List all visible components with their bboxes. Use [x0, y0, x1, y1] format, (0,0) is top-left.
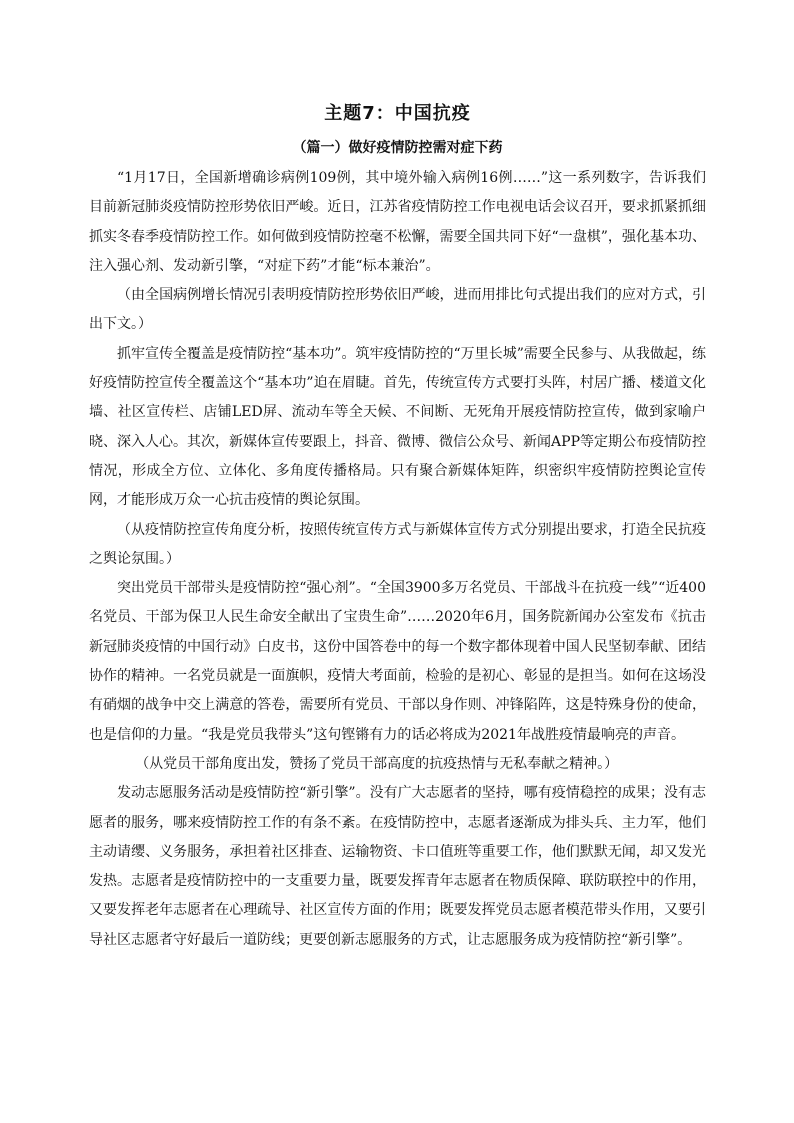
section-subtitle: （篇一）做好疫情防控需对症下药: [292, 140, 503, 156]
page-title: 主题7：中国抗疫: [324, 103, 471, 124]
paragraph-publicity: 抓牢宣传全覆盖是疫情防控“基本功”。筑牢疫情防控的“万里长城”需要全民参与、从我做起，练好疫情防控宣传全覆盖这个“基本功”迫在眉睫。首先，传统宣传方式要打头阵，村居广播、楼道文化墙、社区宣传栏、店铺LED屏、流动车等全天候、不间断、无死角开展疫情防控宣传，做到家喻户晓、深入人心。其次，新媒体宣传要跟上，抖音、微博、微信公众号、新闻APP等定期公布疫情防控情况，形成全方位、立体化、多角度传播格局。只有聚合新媒体矩阵，织密织牢疫情防控舆论宣传网，才能形成万众一心抗击疫情的舆论氛围。: [89, 345, 706, 509]
paragraph-volunteers: 发动志愿服务活动是疫情防控“新引擎”。没有广大志愿者的坚持，哪有疫情稳控的成果；没有志愿者的服务，哪来疫情防控工作的有条不紊。在疫情防控中，志愿者逐渐成为排头兵、主力军，他们主动请缨、义务服务，承担着社区排查、运输物资、卡口值班等重要工作，他们默默无闻，却又发光发热。志愿者是疫情防控中的一支重要力量，既要发挥青年志愿者在物质保障、联防联控中的作用，又要发挥老年志愿者在心理疏导、社区宣传方面的作用；既要发挥党员志愿者模范带头作用，又要引导社区志愿者守好最后一道防线；更要创新志愿服务的方式，让志愿服务成为疫情防控“新引擎”。: [89, 785, 706, 948]
annotation-party-members: （从党员干部角度出发，赞扬了党员干部高度的抗疫热情与无私奉献之精神。）: [135, 755, 619, 772]
annotation-intro: （由全国病例增长情况引表明疫情防控形势依旧严峻，进而用排比句式提出我们的应对方式，引出下文。）: [89, 287, 706, 333]
paragraph-party-members: 突出党员干部带头是疫情防控“强心剂”。“全国3900多万名党员、干部战斗在抗疫一线”“近400名党员、干部为保卫人民生命安全献出了宝贵生命”……2020年6月，国务院新闻办公室发布《抗击新冠肺炎疫情的中国行动》白皮书，这份中国答卷中的每一个数字都体现着中国人民坚韧奉献、团结协作的精神。一名党员就是一面旗帜，疫情大考面前，检验的是初心、彰显的是担当。如何在这场没有硝烟的战争中交上满意的答卷，需要所有党员、干部以身作则、冲锋陷阵，这是特殊身份的使命，也是信仰的力量。“我是党员我带头”这句铿锵有力的话必将成为2021年战胜疫情最响亮的声音。: [89, 580, 706, 743]
annotation-publicity: （从疫情防控宣传角度分析，按照传统宣传方式与新媒体宣传方式分别提出要求，打造全民抗疫之舆论氛围。）: [89, 521, 706, 567]
document-page: [89, 100, 706, 955]
paragraph-intro: “1月17日，全国新增确诊病例109例，其中境外输入病例16例……”这一系列数字，告诉我们目前新冠肺炎疫情防控形势依旧严峻。近日，江苏省疫情防控工作电视电话会议召开，要求抓紧抓细抓实冬春季疫情防控工作。如何做到疫情防控毫不松懈，需要全国共同下好“一盘棋”，强化基本功、注入强心剂、发动新引擎，“对症下药”才能“标本兼治”。: [89, 170, 706, 274]
